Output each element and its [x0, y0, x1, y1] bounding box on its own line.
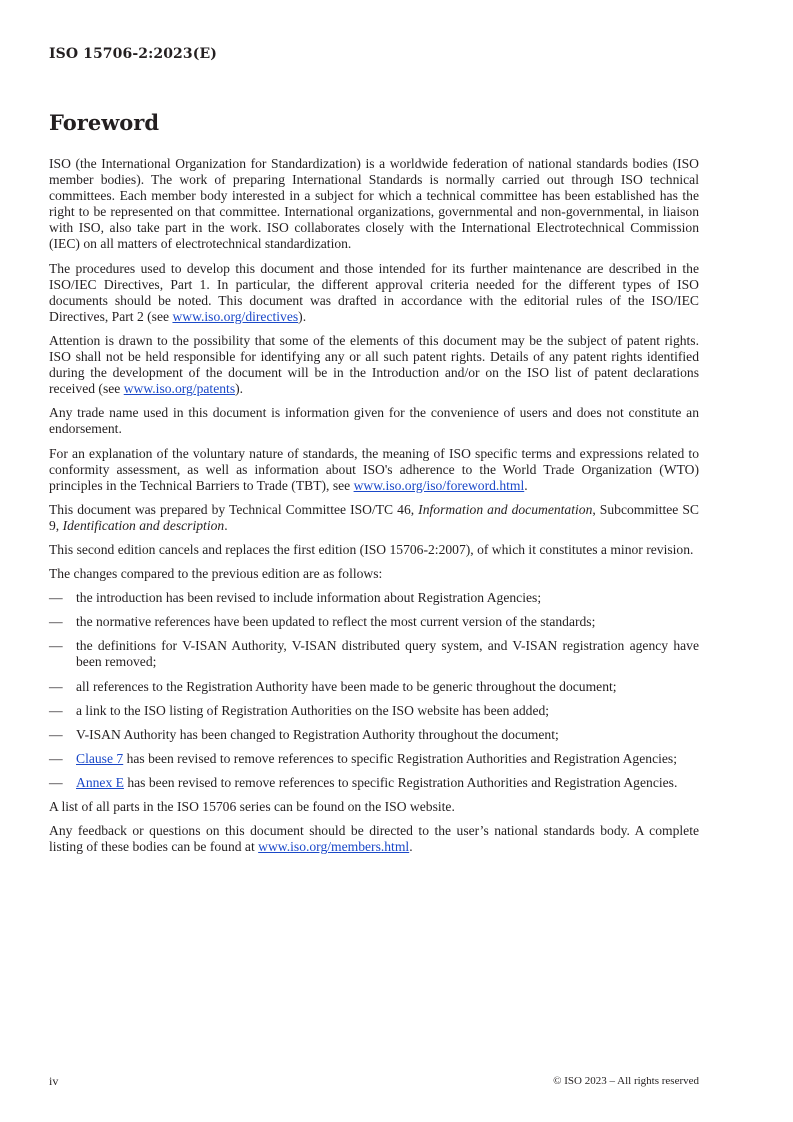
changes-list	[49, 590, 699, 791]
members-link[interactable]: www.iso.org/members.html	[258, 839, 410, 855]
dash-bullet: —	[49, 638, 63, 654]
dash-bullet: —	[49, 678, 63, 694]
list-item: — the introduction has been revised to include information about Registration Agencies;	[49, 590, 542, 606]
dash-bullet: —	[49, 590, 63, 606]
list-item: — all references to the Registration Authority have been made to be generic throughout the document;	[49, 678, 617, 694]
paragraph-procedures: The procedures used to develop this document and those intended for its further maintenance are described in the ISO/IEC Directives, Part 1. In particular, the different approval criteria needed for the different types of ISO documents should be noted. This document was drafted in accordance with the editorial rules of the ISO/IEC Directives, Part 2 (see www.iso.org/directives).	[49, 260, 699, 324]
dash-bullet: —	[49, 774, 63, 790]
paragraph-patents: Attention is drawn to the possibility that some of the elements of this document may be the subject of patent rights. ISO shall not be held responsible for identifying any or all such patent rights. Details of any patent rights identified during the development of the document will be in the Introduction and/or on the ISO list of patent declarations received (see www.iso.org/patents).	[49, 332, 699, 397]
paragraph-committee: This document was prepared by Technical Committee ISO/TC 46, Information and documentation, Subcommittee SC 9, Identification and description.	[49, 501, 699, 533]
paragraph-feedback: Any feedback or questions on this document should be directed to the user’s national standards body. A complete listing of these bodies can be found at www.iso.org/members.html.	[49, 823, 699, 855]
paragraph-voluntary-nature: For an explanation of the voluntary nature of standards, the meaning of ISO specific terms and expressions related to conformity assessment, as well as information about ISO's adherence to the World Trade Organization (WTO) principles in the Technical Barriers to Trade (TBT), see www.iso.org/iso/foreword.html.	[49, 445, 699, 493]
paragraph-changes-intro: The changes compared to the previous edition are as follows:	[49, 566, 383, 582]
list-item: — the definitions for V-ISAN Authority, V-ISAN distributed query system, and V-ISAN registration agency have been removed;	[49, 638, 699, 670]
foreword-body	[49, 156, 699, 863]
directives-link[interactable]: www.iso.org/directives	[172, 308, 299, 324]
dash-bullet: —	[49, 614, 63, 630]
page-title: Foreword	[49, 110, 160, 135]
clause-7-link[interactable]: Clause 7	[76, 750, 124, 766]
list-item: — the normative references have been updated to reflect the most current version of the standards;	[49, 614, 596, 630]
patents-link[interactable]: www.iso.org/patents	[123, 381, 236, 397]
paragraph-edition: This second edition cancels and replaces the first edition (ISO 15706-2:2007), of which it constitutes a minor revision.	[49, 541, 694, 557]
dash-bullet: —	[49, 750, 63, 766]
page-number: iv	[49, 1074, 59, 1088]
dash-bullet: —	[49, 726, 63, 742]
list-item: — V-ISAN Authority has been changed to Registration Authority throughout the document;	[49, 726, 559, 742]
dash-bullet: —	[49, 702, 63, 718]
paragraph-series-list: A list of all parts in the ISO 15706 series can be found on the ISO website.	[49, 799, 455, 814]
list-item: — Clause 7 has been revised to remove references to specific Registration Authorities and Registration Agencies;	[49, 750, 677, 766]
list-item: — Annex E has been revised to remove references to specific Registration Authorities and Registration Agencies.	[49, 774, 678, 790]
list-item: — a link to the ISO listing of Registration Authorities on the ISO website has been added;	[49, 702, 550, 718]
paragraph-trade-name: Any trade name used in this document is information given for the convenience of users and does not constitute an endorsement.	[49, 405, 699, 437]
document-id-header: ISO 15706-2:2023(E)	[49, 46, 217, 62]
paragraph-iso-intro: ISO (the International Organization for Standardization) is a worldwide federation of national standards bodies (ISO member bodies). The work of preparing International Standards is normally carried out through ISO technical committees. Each member body interested in a subject for which a technical committee has been established has the right to be represented on that committee. International organizations, governmental and non-governmental, in liaison with ISO, also take part in the work. ISO collaborates closely with the International Electrotechnical Commission (IEC) on all matters of electrotechnical standardization.	[49, 156, 699, 252]
foreword-info-link[interactable]: www.iso.org/iso/foreword.html	[353, 477, 525, 493]
copyright-notice: © ISO 2023 – All rights reserved	[553, 1075, 699, 1087]
annex-e-link[interactable]: Annex E	[76, 774, 124, 790]
